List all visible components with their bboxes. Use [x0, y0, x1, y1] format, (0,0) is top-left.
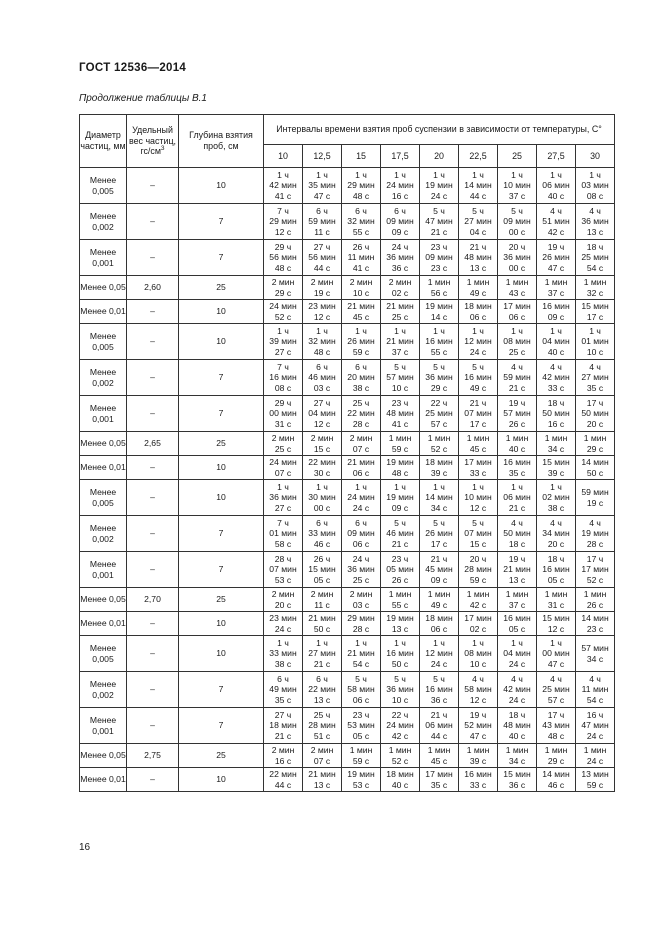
interval-cell: 1 ч 29 мин 48 с — [342, 168, 381, 204]
table-row — [80, 672, 615, 708]
interval-cell: 13 мин 59 с — [576, 768, 615, 792]
interval-cell: 4 ч 19 мин 28 с — [576, 516, 615, 552]
interval-cell: 1 ч 08 мин 10 с — [459, 636, 498, 672]
interval-cell: 23 ч 48 мин 41 с — [381, 396, 420, 432]
interval-cell: 14 мин 23 с — [576, 612, 615, 636]
interval-cell: 1 мин 26 с — [576, 588, 615, 612]
density-cell: – — [127, 708, 179, 744]
temperature-header: 27,5 — [537, 145, 576, 168]
interval-cell: 1 мин 49 с — [459, 276, 498, 300]
interval-cell: 59 мин 19 с — [576, 480, 615, 516]
density-cell: – — [127, 300, 179, 324]
interval-cell: 23 ч 53 мин 05 с — [342, 708, 381, 744]
interval-cell: 1 ч 42 мин 41 с — [264, 168, 303, 204]
interval-cell: 1 ч 35 мин 47 с — [303, 168, 342, 204]
diameter-cell: Менее 0,05 — [80, 276, 127, 300]
interval-cell: 21 ч 45 мин 09 с — [420, 552, 459, 588]
interval-cell: 5 ч 16 мин 49 с — [459, 360, 498, 396]
diameter-cell: Менее 0,002 — [80, 672, 127, 708]
table-row — [80, 708, 615, 744]
interval-cell: 1 мин 59 с — [381, 432, 420, 456]
temperature-header: 12,5 — [303, 145, 342, 168]
depth-cell: 10 — [179, 612, 264, 636]
temperature-header: 20 — [420, 145, 459, 168]
temperature-header: 25 — [498, 145, 537, 168]
interval-cell: 1 ч 03 мин 08 с — [576, 168, 615, 204]
interval-cell: 4 ч 51 мин 42 с — [537, 204, 576, 240]
table-row — [80, 432, 615, 456]
density-cell: – — [127, 240, 179, 276]
table-head — [80, 115, 615, 168]
interval-cell: 18 мин 40 с — [381, 768, 420, 792]
interval-cell: 1 мин 49 с — [420, 588, 459, 612]
interval-cell: 23 мин 24 с — [264, 612, 303, 636]
diameter-cell: Менее 0,002 — [80, 516, 127, 552]
interval-cell: 5 ч 58 мин 06 с — [342, 672, 381, 708]
depth-cell: 25 — [179, 744, 264, 768]
interval-cell: 24 мин 07 с — [264, 456, 303, 480]
density-cell: – — [127, 396, 179, 432]
diameter-cell: Менее 0,05 — [80, 588, 127, 612]
interval-cell: 2 мин 02 с — [381, 276, 420, 300]
interval-cell: 28 ч 07 мин 53 с — [264, 552, 303, 588]
interval-cell: 1 мин 52 с — [420, 432, 459, 456]
interval-cell: 1 ч 04 мин 24 с — [498, 636, 537, 672]
interval-cell: 6 ч 49 мин 35 с — [264, 672, 303, 708]
interval-cell: 18 мин 06 с — [459, 300, 498, 324]
interval-cell: 1 мин 37 с — [498, 588, 537, 612]
density-cell: 2,75 — [127, 744, 179, 768]
interval-cell: 16 мин 33 с — [459, 768, 498, 792]
interval-cell: 4 ч 34 мин 20 с — [537, 516, 576, 552]
interval-cell: 1 мин 40 с — [498, 432, 537, 456]
interval-cell: 4 ч 27 мин 35 с — [576, 360, 615, 396]
interval-cell: 6 ч 22 мин 13 с — [303, 672, 342, 708]
interval-cell: 4 ч 25 мин 57 с — [537, 672, 576, 708]
interval-cell: 18 мин 06 с — [420, 612, 459, 636]
density-cell: – — [127, 480, 179, 516]
interval-cell: 1 ч 27 мин 21 с — [303, 636, 342, 672]
interval-cell: 1 ч 04 мин 40 с — [537, 324, 576, 360]
interval-cell: 7 ч 16 мин 08 с — [264, 360, 303, 396]
interval-cell: 1 мин 37 с — [537, 276, 576, 300]
interval-cell: 29 ч 00 мин 31 с — [264, 396, 303, 432]
table-caption: Продолжение таблицы В.1 — [79, 93, 207, 104]
table-row — [80, 636, 615, 672]
interval-cell: 1 мин 24 с — [576, 744, 615, 768]
depth-cell: 10 — [179, 768, 264, 792]
interval-cell: 1 мин 55 с — [381, 588, 420, 612]
interval-cell: 21 ч 48 мин 13 с — [459, 240, 498, 276]
interval-cell: 1 мин 31 с — [537, 588, 576, 612]
interval-cell: 6 ч 46 мин 03 с — [303, 360, 342, 396]
col-header-intervals: Интервалы времени взятия проб суспензии в зависимости от температуры, С° — [264, 115, 615, 145]
interval-cell: 2 мин 16 с — [264, 744, 303, 768]
interval-cell: 1 ч 00 мин 47 с — [537, 636, 576, 672]
interval-cell: 2 мин 10 с — [342, 276, 381, 300]
interval-cell: 17 ч 50 мин 20 с — [576, 396, 615, 432]
interval-cell: 16 мин 05 с — [498, 612, 537, 636]
table-row — [80, 204, 615, 240]
interval-cell: 29 мин 28 с — [342, 612, 381, 636]
interval-cell: 20 ч 36 мин 00 с — [498, 240, 537, 276]
interval-cell: 19 мин 48 с — [381, 456, 420, 480]
interval-cell: 17 мин 06 с — [498, 300, 537, 324]
interval-cell: 5 ч 07 мин 15 с — [459, 516, 498, 552]
table-row — [80, 516, 615, 552]
interval-cell: 57 мин 34 с — [576, 636, 615, 672]
interval-cell: 25 ч 28 мин 51 с — [303, 708, 342, 744]
depth-cell: 10 — [179, 456, 264, 480]
table-row — [80, 456, 615, 480]
diameter-cell: Менее 0,01 — [80, 456, 127, 480]
interval-cell: 1 мин 29 с — [576, 432, 615, 456]
interval-cell: 2 мин 11 с — [303, 588, 342, 612]
col-header-density — [127, 115, 179, 168]
interval-cell: 21 мин 25 с — [381, 300, 420, 324]
depth-cell: 10 — [179, 480, 264, 516]
interval-cell: 19 мин 14 с — [420, 300, 459, 324]
interval-cell: 5 ч 57 мин 10 с — [381, 360, 420, 396]
interval-cell: 1 ч 21 мин 54 с — [342, 636, 381, 672]
document-header: ГОСТ 12536—2014 — [79, 62, 187, 74]
diameter-cell: Менее 0,05 — [80, 744, 127, 768]
interval-cell: 1 мин 56 с — [420, 276, 459, 300]
density-cell: 2,70 — [127, 588, 179, 612]
interval-cell: 19 мин 13 с — [381, 612, 420, 636]
interval-cell: 26 ч 11 мин 41 с — [342, 240, 381, 276]
interval-cell: 1 ч 14 мин 34 с — [420, 480, 459, 516]
sedimentation-table — [79, 114, 615, 792]
interval-cell: 1 ч 16 мин 55 с — [420, 324, 459, 360]
interval-cell: 6 ч 59 мин 11 с — [303, 204, 342, 240]
density-cell: – — [127, 672, 179, 708]
temperature-header: 17,5 — [381, 145, 420, 168]
interval-cell: 27 ч 56 мин 44 с — [303, 240, 342, 276]
diameter-cell: Менее 0,005 — [80, 168, 127, 204]
depth-cell: 7 — [179, 240, 264, 276]
interval-cell: 22 мин 30 с — [303, 456, 342, 480]
interval-cell: 2 мин 07 с — [342, 432, 381, 456]
density-cell: – — [127, 168, 179, 204]
interval-cell: 15 мин 39 с — [537, 456, 576, 480]
interval-cell: 17 ч 43 мин 48 с — [537, 708, 576, 744]
interval-cell: 18 мин 39 с — [420, 456, 459, 480]
interval-cell: 17 мин 02 с — [459, 612, 498, 636]
interval-cell: 4 ч 59 мин 21 с — [498, 360, 537, 396]
interval-cell: 19 ч 57 мин 26 с — [498, 396, 537, 432]
interval-cell: 2 мин 29 с — [264, 276, 303, 300]
interval-cell: 1 ч 01 мин 10 с — [576, 324, 615, 360]
interval-cell: 15 мин 17 с — [576, 300, 615, 324]
interval-cell: 4 ч 36 мин 13 с — [576, 204, 615, 240]
col-header-density-unit-sup: 3 — [160, 145, 165, 153]
interval-cell: 5 ч 27 мин 04 с — [459, 204, 498, 240]
interval-cell: 4 ч 42 мин 33 с — [537, 360, 576, 396]
interval-cell: 1 ч 39 мин 27 с — [264, 324, 303, 360]
interval-cell: 1 ч 10 мин 37 с — [498, 168, 537, 204]
table-row — [80, 300, 615, 324]
interval-cell: 7 ч 29 мин 12 с — [264, 204, 303, 240]
depth-cell: 10 — [179, 324, 264, 360]
interval-cell: 2 мин 19 с — [303, 276, 342, 300]
interval-cell: 22 мин 44 с — [264, 768, 303, 792]
table-row — [80, 612, 615, 636]
col-header-diameter: Диаметр частиц, мм — [80, 115, 127, 168]
diameter-cell: Менее 0,001 — [80, 552, 127, 588]
interval-cell: 2 мин 03 с — [342, 588, 381, 612]
interval-cell: 5 ч 46 мин 21 с — [381, 516, 420, 552]
table-row — [80, 240, 615, 276]
density-cell: – — [127, 360, 179, 396]
interval-cell: 23 ч 09 мин 23 с — [420, 240, 459, 276]
table-row — [80, 480, 615, 516]
interval-cell: 23 ч 05 мин 26 с — [381, 552, 420, 588]
interval-cell: 5 ч 47 мин 21 с — [420, 204, 459, 240]
table-row — [80, 396, 615, 432]
interval-cell: 1 мин 59 с — [342, 744, 381, 768]
page-number: 16 — [79, 842, 91, 853]
density-cell: – — [127, 768, 179, 792]
interval-cell: 1 ч 36 мин 27 с — [264, 480, 303, 516]
interval-cell: 18 ч 16 мин 05 с — [537, 552, 576, 588]
interval-cell: 1 ч 12 мин 24 с — [420, 636, 459, 672]
diameter-cell: Менее 0,01 — [80, 300, 127, 324]
interval-cell: 17 мин 35 с — [420, 768, 459, 792]
depth-cell: 25 — [179, 276, 264, 300]
depth-cell: 7 — [179, 552, 264, 588]
interval-cell: 25 ч 22 мин 28 с — [342, 396, 381, 432]
interval-cell: 6 ч 09 мин 06 с — [342, 516, 381, 552]
interval-cell: 21 мин 13 с — [303, 768, 342, 792]
temperature-header: 15 — [342, 145, 381, 168]
interval-cell: 17 ч 17 мин 52 с — [576, 552, 615, 588]
interval-cell: 1 ч 06 мин 21 с — [498, 480, 537, 516]
table-row — [80, 276, 615, 300]
table-row — [80, 744, 615, 768]
interval-cell: 5 ч 36 мин 10 с — [381, 672, 420, 708]
interval-cell: 22 ч 24 мин 42 с — [381, 708, 420, 744]
interval-cell: 21 ч 07 мин 17 с — [459, 396, 498, 432]
diameter-cell: Менее 0,001 — [80, 240, 127, 276]
interval-cell: 22 ч 25 мин 57 с — [420, 396, 459, 432]
interval-cell: 16 мин 09 с — [537, 300, 576, 324]
interval-cell: 4 ч 42 мин 24 с — [498, 672, 537, 708]
interval-cell: 2 мин 20 с — [264, 588, 303, 612]
interval-cell: 17 мин 33 с — [459, 456, 498, 480]
interval-cell: 1 ч 21 мин 37 с — [381, 324, 420, 360]
interval-cell: 1 ч 26 мин 59 с — [342, 324, 381, 360]
interval-cell: 1 ч 19 мин 09 с — [381, 480, 420, 516]
density-cell: 2,65 — [127, 432, 179, 456]
depth-cell: 7 — [179, 516, 264, 552]
interval-cell: 18 ч 48 мин 40 с — [498, 708, 537, 744]
interval-cell: 19 ч 52 мин 47 с — [459, 708, 498, 744]
interval-cell: 1 мин 29 с — [537, 744, 576, 768]
interval-cell: 1 мин 42 с — [459, 588, 498, 612]
interval-cell: 14 мин 50 с — [576, 456, 615, 480]
diameter-cell: Менее 0,002 — [80, 204, 127, 240]
density-cell: – — [127, 516, 179, 552]
depth-cell: 10 — [179, 168, 264, 204]
table-row — [80, 324, 615, 360]
interval-cell: 6 ч 20 мин 38 с — [342, 360, 381, 396]
interval-cell: 15 мин 36 с — [498, 768, 537, 792]
depth-cell: 7 — [179, 708, 264, 744]
density-cell: – — [127, 456, 179, 480]
interval-cell: 1 ч 33 мин 38 с — [264, 636, 303, 672]
interval-cell: 1 ч 30 мин 00 с — [303, 480, 342, 516]
interval-cell: 24 ч 36 мин 36 с — [381, 240, 420, 276]
table-row — [80, 168, 615, 204]
density-cell: – — [127, 204, 179, 240]
interval-cell: 1 мин 45 с — [459, 432, 498, 456]
interval-cell: 29 ч 56 мин 48 с — [264, 240, 303, 276]
interval-cell: 21 мин 50 с — [303, 612, 342, 636]
depth-cell: 10 — [179, 300, 264, 324]
interval-cell: 2 мин 15 с — [303, 432, 342, 456]
interval-cell: 1 мин 45 с — [420, 744, 459, 768]
depth-cell: 7 — [179, 672, 264, 708]
interval-cell: 23 мин 12 с — [303, 300, 342, 324]
interval-cell: 1 мин 52 с — [381, 744, 420, 768]
interval-cell: 19 ч 26 мин 47 с — [537, 240, 576, 276]
interval-cell: 4 ч 50 мин 18 с — [498, 516, 537, 552]
table-row — [80, 552, 615, 588]
interval-cell: 4 ч 58 мин 12 с — [459, 672, 498, 708]
interval-cell: 26 ч 15 мин 05 с — [303, 552, 342, 588]
interval-cell: 20 ч 28 мин 59 с — [459, 552, 498, 588]
depth-cell: 7 — [179, 204, 264, 240]
diameter-cell: Менее 0,005 — [80, 636, 127, 672]
depth-cell: 10 — [179, 636, 264, 672]
interval-cell: 1 ч 10 мин 12 с — [459, 480, 498, 516]
col-header-depth: Глубина взятия проб, см — [179, 115, 264, 168]
table-row — [80, 360, 615, 396]
interval-cell: 1 ч 24 мин 24 с — [342, 480, 381, 516]
diameter-cell: Менее 0,005 — [80, 324, 127, 360]
diameter-cell: Менее 0,002 — [80, 360, 127, 396]
density-cell: – — [127, 552, 179, 588]
interval-cell: 21 мин 45 с — [342, 300, 381, 324]
table-body — [80, 168, 615, 792]
density-cell: 2,60 — [127, 276, 179, 300]
interval-cell: 16 ч 47 мин 24 с — [576, 708, 615, 744]
interval-cell: 27 ч 04 мин 12 с — [303, 396, 342, 432]
interval-cell: 1 ч 08 мин 25 с — [498, 324, 537, 360]
temperature-header: 30 — [576, 145, 615, 168]
diameter-cell: Менее 0,05 — [80, 432, 127, 456]
interval-cell: 1 ч 02 мин 38 с — [537, 480, 576, 516]
interval-cell: 24 мин 52 с — [264, 300, 303, 324]
diameter-cell: Менее 0,01 — [80, 612, 127, 636]
interval-cell: 18 ч 50 мин 16 с — [537, 396, 576, 432]
interval-cell: 6 ч 33 мин 46 с — [303, 516, 342, 552]
diameter-cell: Менее 0,001 — [80, 708, 127, 744]
interval-cell: 27 ч 18 мин 21 с — [264, 708, 303, 744]
density-cell: – — [127, 324, 179, 360]
interval-cell: 19 мин 53 с — [342, 768, 381, 792]
interval-cell: 1 ч 24 мин 16 с — [381, 168, 420, 204]
col-header-density-label: Удельный вес частиц, гс/см — [128, 125, 177, 157]
interval-cell: 21 мин 06 с — [342, 456, 381, 480]
interval-cell: 5 ч 16 мин 36 с — [420, 672, 459, 708]
interval-cell: 5 ч 09 мин 00 с — [498, 204, 537, 240]
interval-cell: 1 мин 39 с — [459, 744, 498, 768]
interval-cell: 19 ч 21 мин 13 с — [498, 552, 537, 588]
density-cell: – — [127, 636, 179, 672]
table-row — [80, 768, 615, 792]
interval-cell: 1 ч 14 мин 44 с — [459, 168, 498, 204]
interval-cell: 24 ч 36 мин 25 с — [342, 552, 381, 588]
interval-cell: 1 мин 32 с — [576, 276, 615, 300]
interval-cell: 1 ч 19 мин 24 с — [420, 168, 459, 204]
interval-cell: 5 ч 26 мин 17 с — [420, 516, 459, 552]
depth-cell: 7 — [179, 396, 264, 432]
density-cell: – — [127, 612, 179, 636]
interval-cell: 1 мин 34 с — [498, 744, 537, 768]
interval-cell: 5 ч 36 мин 29 с — [420, 360, 459, 396]
interval-cell: 16 мин 35 с — [498, 456, 537, 480]
interval-cell: 1 мин 34 с — [537, 432, 576, 456]
temperature-header: 22,5 — [459, 145, 498, 168]
table-row — [80, 588, 615, 612]
interval-cell: 15 мин 12 с — [537, 612, 576, 636]
interval-cell: 1 ч 32 мин 48 с — [303, 324, 342, 360]
interval-cell: 6 ч 09 мин 09 с — [381, 204, 420, 240]
interval-cell: 1 ч 16 мин 50 с — [381, 636, 420, 672]
diameter-cell: Менее 0,01 — [80, 768, 127, 792]
diameter-cell: Менее 0,005 — [80, 480, 127, 516]
interval-cell: 1 ч 12 мин 24 с — [459, 324, 498, 360]
interval-cell: 1 мин 43 с — [498, 276, 537, 300]
interval-cell: 1 ч 06 мин 40 с — [537, 168, 576, 204]
interval-cell: 14 мин 46 с — [537, 768, 576, 792]
temperature-header: 10 — [264, 145, 303, 168]
interval-cell: 2 мин 07 с — [303, 744, 342, 768]
diameter-cell: Менее 0,001 — [80, 396, 127, 432]
interval-cell: 7 ч 01 мин 58 с — [264, 516, 303, 552]
interval-cell: 2 мин 25 с — [264, 432, 303, 456]
depth-cell: 25 — [179, 432, 264, 456]
depth-cell: 25 — [179, 588, 264, 612]
interval-cell: 21 ч 06 мин 44 с — [420, 708, 459, 744]
interval-cell: 18 ч 25 мин 54 с — [576, 240, 615, 276]
interval-cell: 4 ч 11 мин 54 с — [576, 672, 615, 708]
depth-cell: 7 — [179, 360, 264, 396]
interval-cell: 6 ч 32 мин 55 с — [342, 204, 381, 240]
